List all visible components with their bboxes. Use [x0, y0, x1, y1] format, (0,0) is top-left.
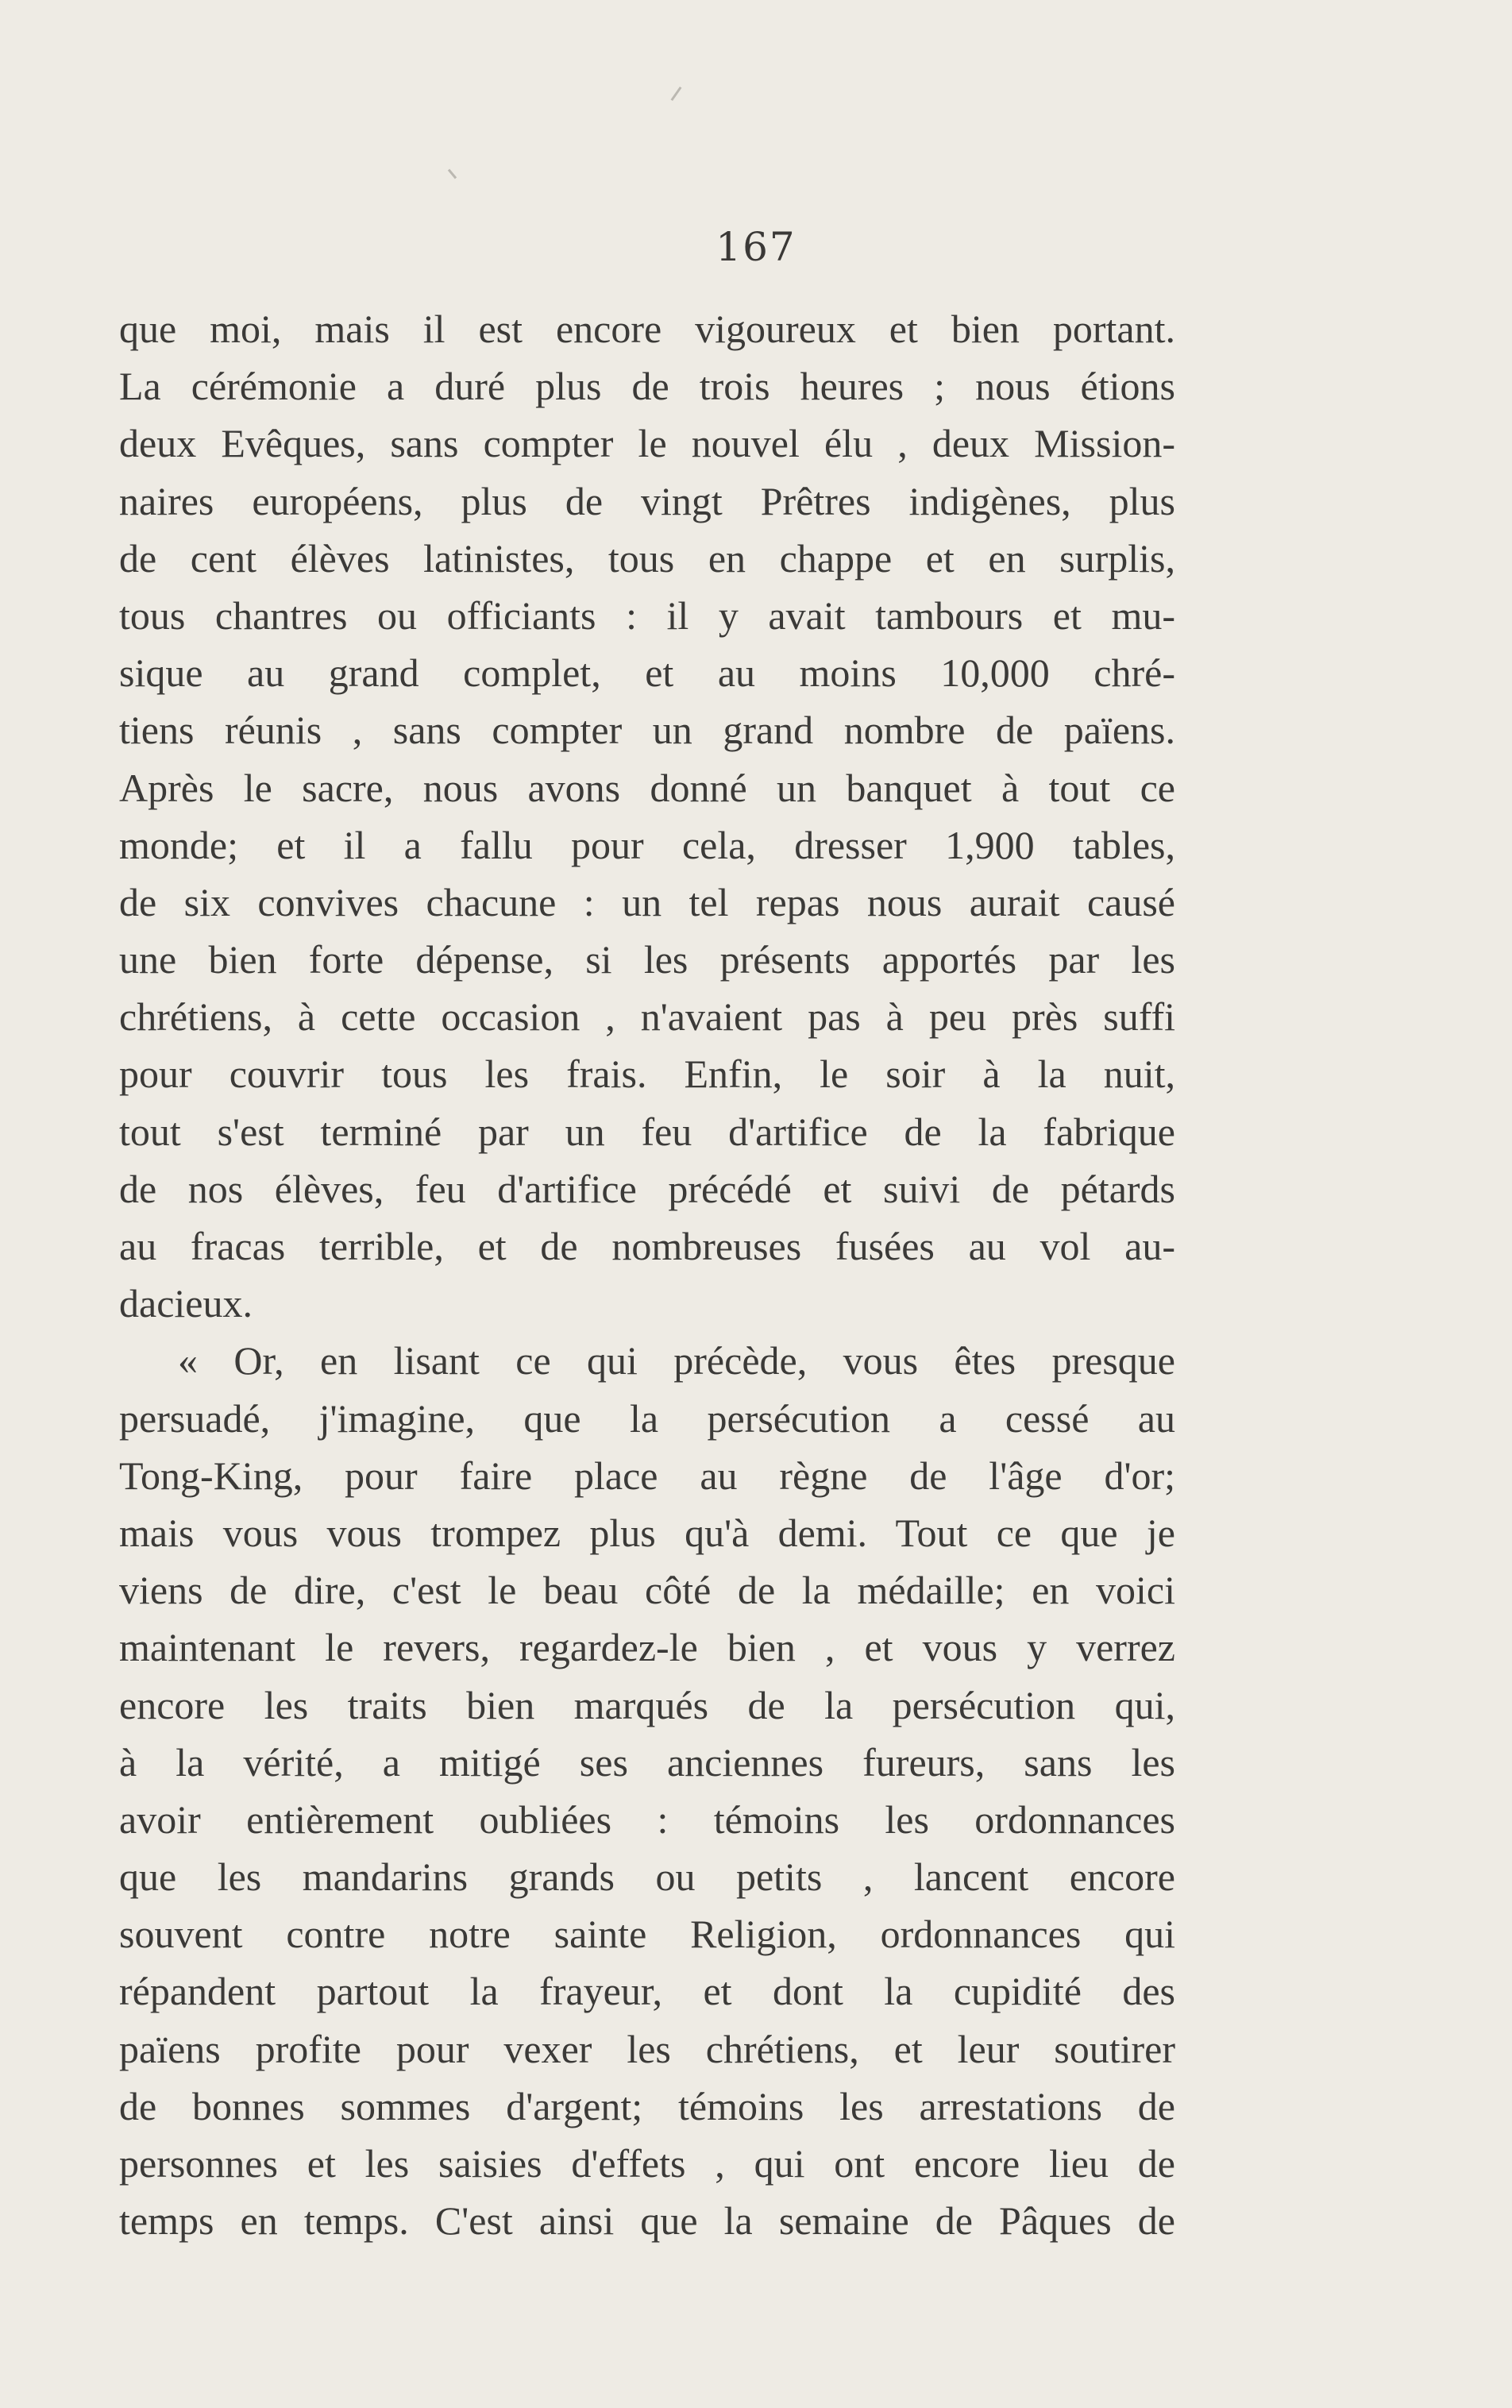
text-line: Après le sacre, nous avons donné un banquet à tout ce — [119, 765, 1175, 810]
text-line: Tong-King, pour faire place au règne de l'âge d'or; — [119, 1453, 1175, 1498]
text-line: chrétiens, à cette occasion , n'avaient pas à peu près suffi — [119, 994, 1175, 1040]
text-line: à la vérité, a mitigé ses anciennes fureurs, sans les — [119, 1739, 1175, 1785]
text-line: encore les traits bien marqués de la persécution qui, — [119, 1682, 1175, 1727]
text-line: naires européens, plus de vingt Prêtres indigènes, plus — [119, 478, 1175, 523]
page-number: 167 — [716, 224, 796, 270]
text-line: de bonnes sommes d'argent; témoins les arrestations de — [119, 2083, 1175, 2128]
text-line: de six convives chacune : un tel repas nous aurait causé — [119, 879, 1175, 924]
text-line: que les mandarins grands ou petits , lancent encore — [119, 1854, 1175, 1900]
paragraph-start-line: « Or, en lisant ce qui précède, vous êtes presque — [178, 1338, 1175, 1383]
text-line: de cent élèves latinistes, tous en chappe et en surplis, — [119, 535, 1175, 581]
text-line: tiens réunis , sans compter un grand nombre de païens. — [119, 708, 1175, 753]
text-line: mais vous vous trompez plus qu'à demi. Tout ce que je — [119, 1510, 1175, 1555]
text-line: païens profite pour vexer les chrétiens, et leur soutirer — [119, 2026, 1175, 2071]
text-line: personnes et les saisies d'effets , qui ont encore lieu de — [119, 2141, 1175, 2186]
text-line: sique au grand complet, et au moins 10,000 chré- — [119, 650, 1175, 696]
text-line: La cérémonie a duré plus de trois heures ; nous étions — [119, 364, 1175, 409]
text-line: tous chantres ou officiants : il y avait tambours et mu- — [119, 592, 1175, 638]
paper-speck — [671, 87, 682, 101]
text-line: que moi, mais il est encore vigoureux et bien portant. — [119, 307, 1175, 351]
text-line: temps en temps. C'est ainsi que la semaine de Pâques de — [119, 2198, 1175, 2244]
text-line: deux Evêques, sans compter le nouvel élu , deux Mission- — [119, 421, 1175, 466]
text-line: monde; et il a fallu pour cela, dresser 1,900 tables, — [119, 822, 1175, 867]
text-line: tout s'est terminé par un feu d'artifice de la fabrique — [119, 1109, 1175, 1154]
text-line: de nos élèves, feu d'artifice précédé et suivi de pétards — [119, 1166, 1175, 1211]
text-line: une bien forte dépense, si les présents apportés par les — [119, 937, 1175, 982]
text-line: dacieux. — [119, 1281, 253, 1326]
text-line: persuadé, j'imagine, que la persécution a cessé au — [119, 1395, 1175, 1441]
text-line: souvent contre notre sainte Religion, ordonnances qui — [119, 1912, 1175, 1957]
text-line: viens de dire, c'est le beau côté de la médaille; en voici — [119, 1568, 1175, 1613]
text-line: avoir entièrement oubliées : témoins les ordonnances — [119, 1796, 1175, 1842]
text-line: répandent partout la frayeur, et dont la cupidité des — [119, 1969, 1175, 2014]
text-line: au fracas terrible, et de nombreuses fusées au vol au- — [119, 1224, 1175, 1268]
text-line: pour couvrir tous les frais. Enfin, le soir à la nuit, — [119, 1052, 1175, 1097]
paper-speck — [448, 169, 457, 179]
body-text — [119, 300, 1175, 2249]
text-line: maintenant le revers, regardez-le bien , et vous y verrez — [119, 1625, 1175, 1670]
